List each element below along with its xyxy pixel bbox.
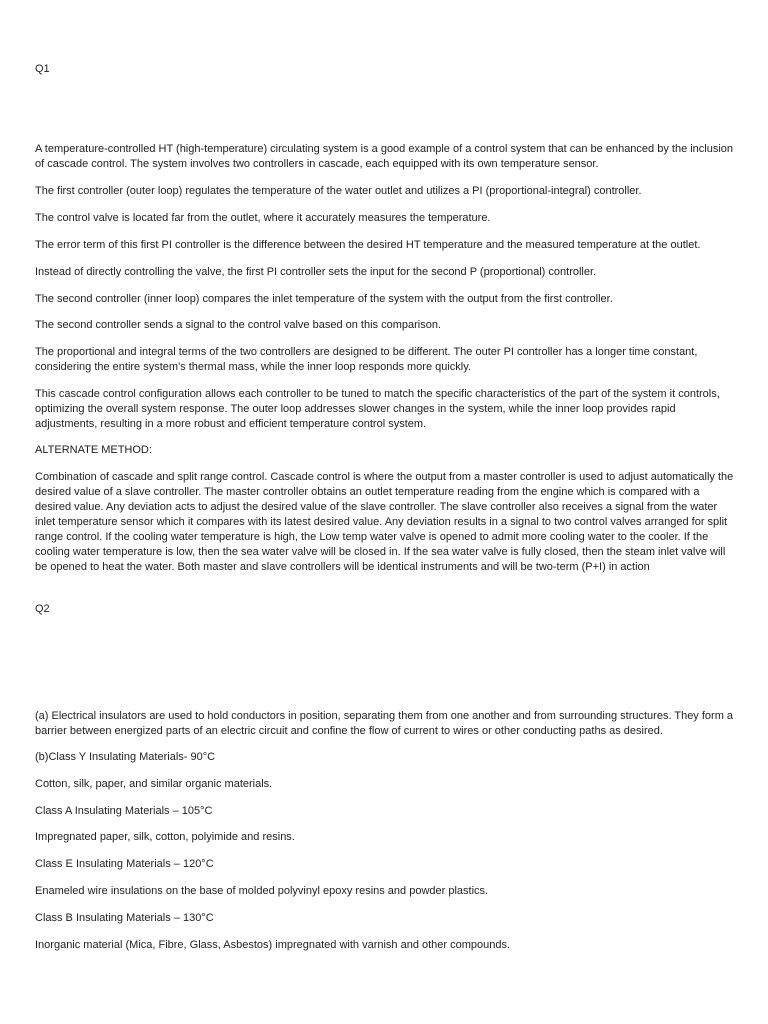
q1-paragraph-second-controller-input: Instead of directly controlling the valve, the first PI controller sets the input for the second P (proportional) controller.: [35, 266, 597, 278]
q1-paragraph-valve-signal: The second controller sends a signal to the control valve based on this comparison.: [35, 319, 442, 331]
q1-paragraph-cascade-intro: A temperature-controlled HT (high-temperature) circulating system is a good example of a control system that can be enhanced by the inclusion of cascade control. The system involves two controllers in cascade, each equipped with its own temperature sensor.: [35, 143, 734, 170]
q2-class-y-materials: Cotton, silk, paper, and similar organic materials.: [35, 778, 273, 790]
q2-class-b-materials: Inorganic material (Mica, Fibre, Glass, Asbestos) impregnated with varnish and other compounds.: [35, 939, 511, 951]
q2-class-a-materials: Impregnated paper, silk, cotton, polyimide and resins.: [35, 831, 295, 843]
alternate-method-heading: ALTERNATE METHOD:: [35, 444, 152, 456]
q2-class-b-heading: Class B Insulating Materials – 130°C: [35, 912, 214, 924]
q2-paragraph-insulators: (a) Electrical insulators are used to hold conductors in position, separating them from one another and from surrounding structures. They form a barrier between energized parts of an electric circuit and confine the flow of current to wires or other conducting paths as desired.: [35, 710, 734, 737]
question-label-q1: Q1: [35, 63, 50, 75]
q2-class-e-materials: Enameled wire insulations on the base of molded polyvinyl epoxy resins and powder plastics.: [35, 885, 489, 897]
q1-paragraph-time-constants: The proportional and integral terms of the two controllers are designed to be different. The outer PI controller has a longer time constant, considering the entire system's thermal mass, while the inner loop responds more quickly.: [35, 346, 698, 373]
q2-class-e-heading: Class E Insulating Materials – 120°C: [35, 858, 214, 870]
q1-paragraph-outer-loop: The first controller (outer loop) regulates the temperature of the water outlet and utilizes a PI (proportional-integral) controller.: [35, 185, 642, 197]
q1-paragraph-tuning: This cascade control configuration allows each controller to be tuned to match the specific characteristics of the part of the system it controls, optimizing the overall system response. The outer loop addresses slower changes in the system, while the inner loop provides rapid adjustments, resulting in a more robust and efficient temperature control system.: [35, 388, 720, 430]
q1-paragraph-error-term: The error term of this first PI controller is the difference between the desired HT temperature and the measured temperature at the outlet.: [35, 239, 701, 251]
q2-class-y-heading: (b)Class Y Insulating Materials- 90°C: [35, 751, 216, 763]
q2-class-a-heading: Class A Insulating Materials – 105°C: [35, 805, 213, 817]
q1-paragraph-inner-loop: The second controller (inner loop) compares the inlet temperature of the system with the output from the first controller.: [35, 293, 613, 305]
alternate-method-text: Combination of cascade and split range control. Cascade control is where the output from a master controller is used to adjust automatically the desired value of a slave controller. The master controller obtains an outlet temperature reading from the engine which is compared with a desired value. Any deviation acts to adjust the desired value of the slave controller. The slave controller also receives a signal from the water inlet temperature sensor which it compares with its latest desired value. Any deviation results in a signal to two control valves arranged for split range control. If the cooling water temperature is high, the Low temp water valve is opened to admit more cooling water to the cooler. If the cooling water temperature is low, then the sea water valve will be closed in. If the sea water valve is fully closed, then the steam inlet valve will be opened to heat the water. Both master and slave controllers will be identical instruments and will be two-term (P+I) in action: [35, 471, 734, 573]
question-label-q2: Q2: [35, 603, 50, 615]
q1-paragraph-control-valve: The control valve is located far from the outlet, where it accurately measures the temperature.: [35, 212, 491, 224]
